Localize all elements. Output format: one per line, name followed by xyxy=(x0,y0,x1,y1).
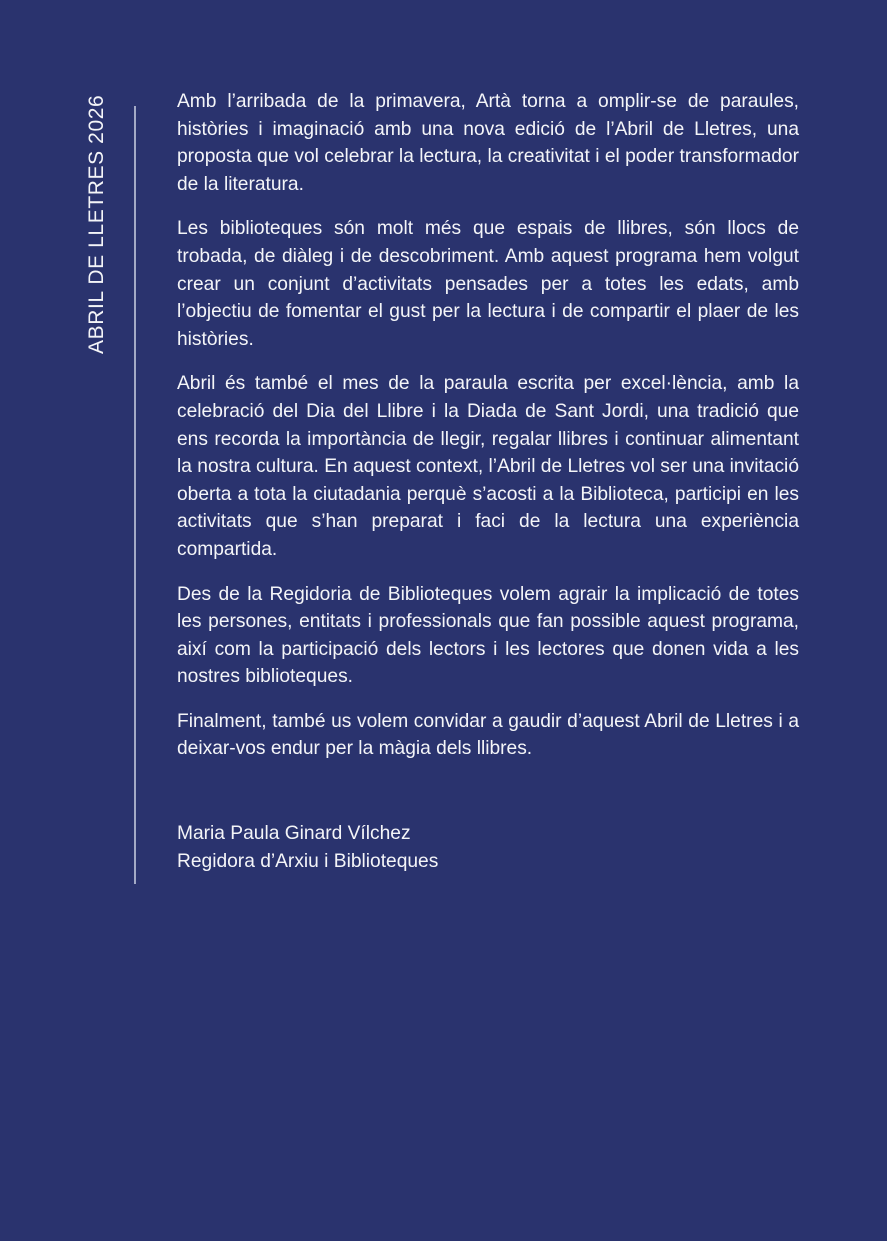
vertical-divider-rule xyxy=(134,106,136,884)
paragraph-acknowledgements: Des de la Regidoria de Biblioteques volem agrair la implicació de totes les persones, entitats i professionals que fan possible aquest programa, així com la participació dels lectors i les lectores que donen vida a les nostres biblioteques. xyxy=(177,583,799,688)
paragraph-april-sant-jordi: Abril és també el mes de la paraula escrita per excel·lència, amb la celebració del Dia del Llibre i la Diada de Sant Jordi, una tradició que ens recorda la importància de llegir, regalar llibres i continuar alimentant la nostra cultura. En aquest context, l’Abril de Lletres vol ser una invitació oberta a tota la ciutadania perquè s’acosti a la Biblioteca, participi en les activitats que s’han preparat i faci de la lectura una experiència compartida. xyxy=(177,373,799,560)
body-text-block xyxy=(177,88,799,875)
vertical-edition-title: ABRIL DE LLETRES 2026 xyxy=(85,94,108,354)
paragraph-intro: Amb l’arribada de la primavera, Artà torna a omplir-se de paraules, històries i imaginació amb una nova edició de l’Abril de Lletres, una proposta que vol celebrar la lectura, la creativitat i el poder transformador de la literatura. xyxy=(177,91,799,195)
paragraph-libraries: Les biblioteques són molt més que espais de llibres, són llocs de trobada, de diàleg i de descobriment. Amb aquest programa hem volgut crear un conjunt d’activitats pensades per a totes les edats, amb l’objectiu de fomentar el gust per la lectura i de compartir el plaer de les històries. xyxy=(177,218,799,350)
paragraph-closing: Finalment, també us volem convidar a gaudir d’aquest Abril de Lletres i a deixar-vos endur per la màgia dels llibres. xyxy=(177,710,799,760)
signature-block xyxy=(177,820,799,875)
signature-name: Maria Paula Ginard Vílchez xyxy=(177,823,411,845)
signature-role: Regidora d’Arxiu i Biblioteques xyxy=(177,850,439,872)
